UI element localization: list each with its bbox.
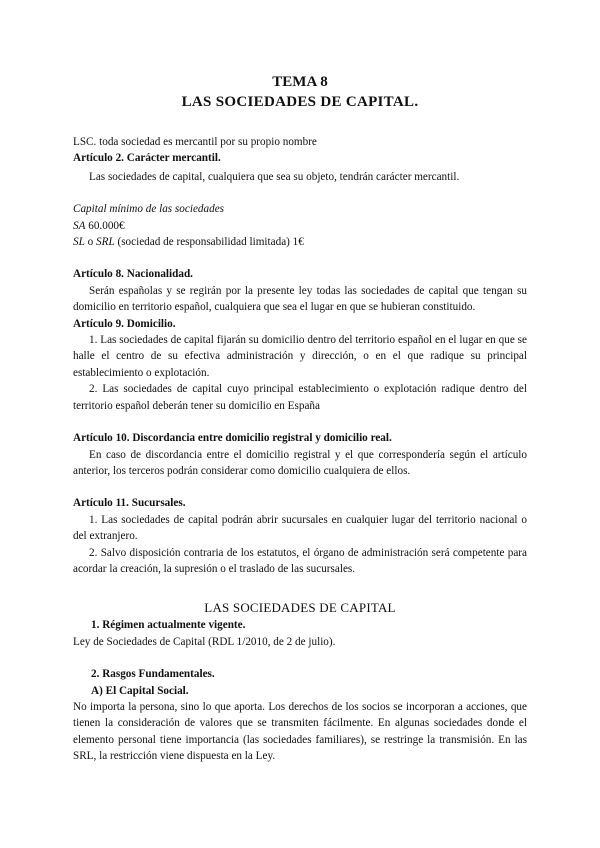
- art8-text: Serán españolas y se regirán por la presente ley todas las sociedades de capital que tengan su domicilio en territorio español, cualquiera que sea el lugar en que se hubieran constituido.: [73, 284, 527, 314]
- section2-heading: LAS SOCIEDADES DE CAPITAL: [204, 600, 396, 616]
- art11-title: Artículo 11. Sucursales.: [73, 497, 186, 510]
- itemA-text: No importa la persona, sino lo que aporta. Los derechos de los socios se incorporan a acciones, que tienen la consideración de valores que se transmiten fácilmente. En algunas sociedades donde el elemento personal tiene importancia (las sociedades familiares), se restringe la transmisión. En las SRL, la restricción viene dispuesta en la Ley.: [73, 700, 527, 763]
- srl-label: SRL: [96, 236, 115, 249]
- sa-label: SA: [73, 219, 86, 232]
- art10-text: En caso de discordancia entre el domicilio registral y el que correspondería según el artículo anterior, los terceros podrán considerar como domicilio cualquiera de ellos.: [73, 448, 527, 477]
- or-word: o: [84, 236, 97, 249]
- lsc-line: LSC. toda sociedad es mercantil por su propio nombre: [73, 136, 317, 148]
- art11-p1: 1. Las sociedades de capital podrán abrir sucursales en cualquier lugar del territorio nacional o del extranjero.: [73, 513, 527, 543]
- capital-sa: [73, 218, 527, 234]
- sa-value: 60.000€: [85, 219, 125, 232]
- item2-title: 2. Rasgos Fundamentales.: [91, 668, 215, 681]
- art10-title: Artículo 10. Discordancia entre domicilio registral y domicilio real.: [73, 432, 392, 445]
- art8-title: Artículo 8. Nacionalidad.: [73, 268, 193, 281]
- capital-heading: Capital mínimo de las sociedades: [73, 203, 225, 216]
- item1-text: Ley de Sociedades de Capital (RDL 1/2010, de 2 de julio).: [73, 635, 336, 648]
- document-page: [73, 72, 527, 765]
- sl-label: SL: [73, 236, 85, 249]
- art11-p2: 2. Salvo disposición contraria de los estatutos, el órgano de administración será competente para acordar la creación, la supresión o el traslado de las sucursales.: [73, 546, 527, 575]
- document-title: LAS SOCIEDADES DE CAPITAL.: [181, 94, 419, 110]
- art9-p2: 2. Las sociedades de capital cuyo principal establecimiento o explotación radique dentro del territorio español deberán tener su domicilio en España: [73, 383, 527, 412]
- item1-title: 1. Régimen actualmente vigente.: [91, 619, 246, 632]
- art9-title: Artículo 9. Domicilio.: [73, 317, 176, 330]
- art2-text: Las sociedades de capital, cualquiera que sea su objeto, tendrán carácter mercantil.: [89, 170, 460, 183]
- tema-heading: TEMA 8: [272, 74, 328, 90]
- art2-title: Artículo 2. Carácter mercantil.: [73, 152, 221, 165]
- capital-sl: [73, 234, 527, 250]
- srl-text: (sociedad de responsabilidad limitada) 1€: [114, 236, 304, 249]
- itemA-title: A) El Capital Social.: [91, 684, 189, 697]
- art9-p1: 1. Las sociedades de capital fijarán su domicilio dentro del territorio español en el lugar en que se halle el centro de su efectiva administración y dirección, o en el que radique su principal establecimiento o explotación.: [73, 334, 527, 379]
